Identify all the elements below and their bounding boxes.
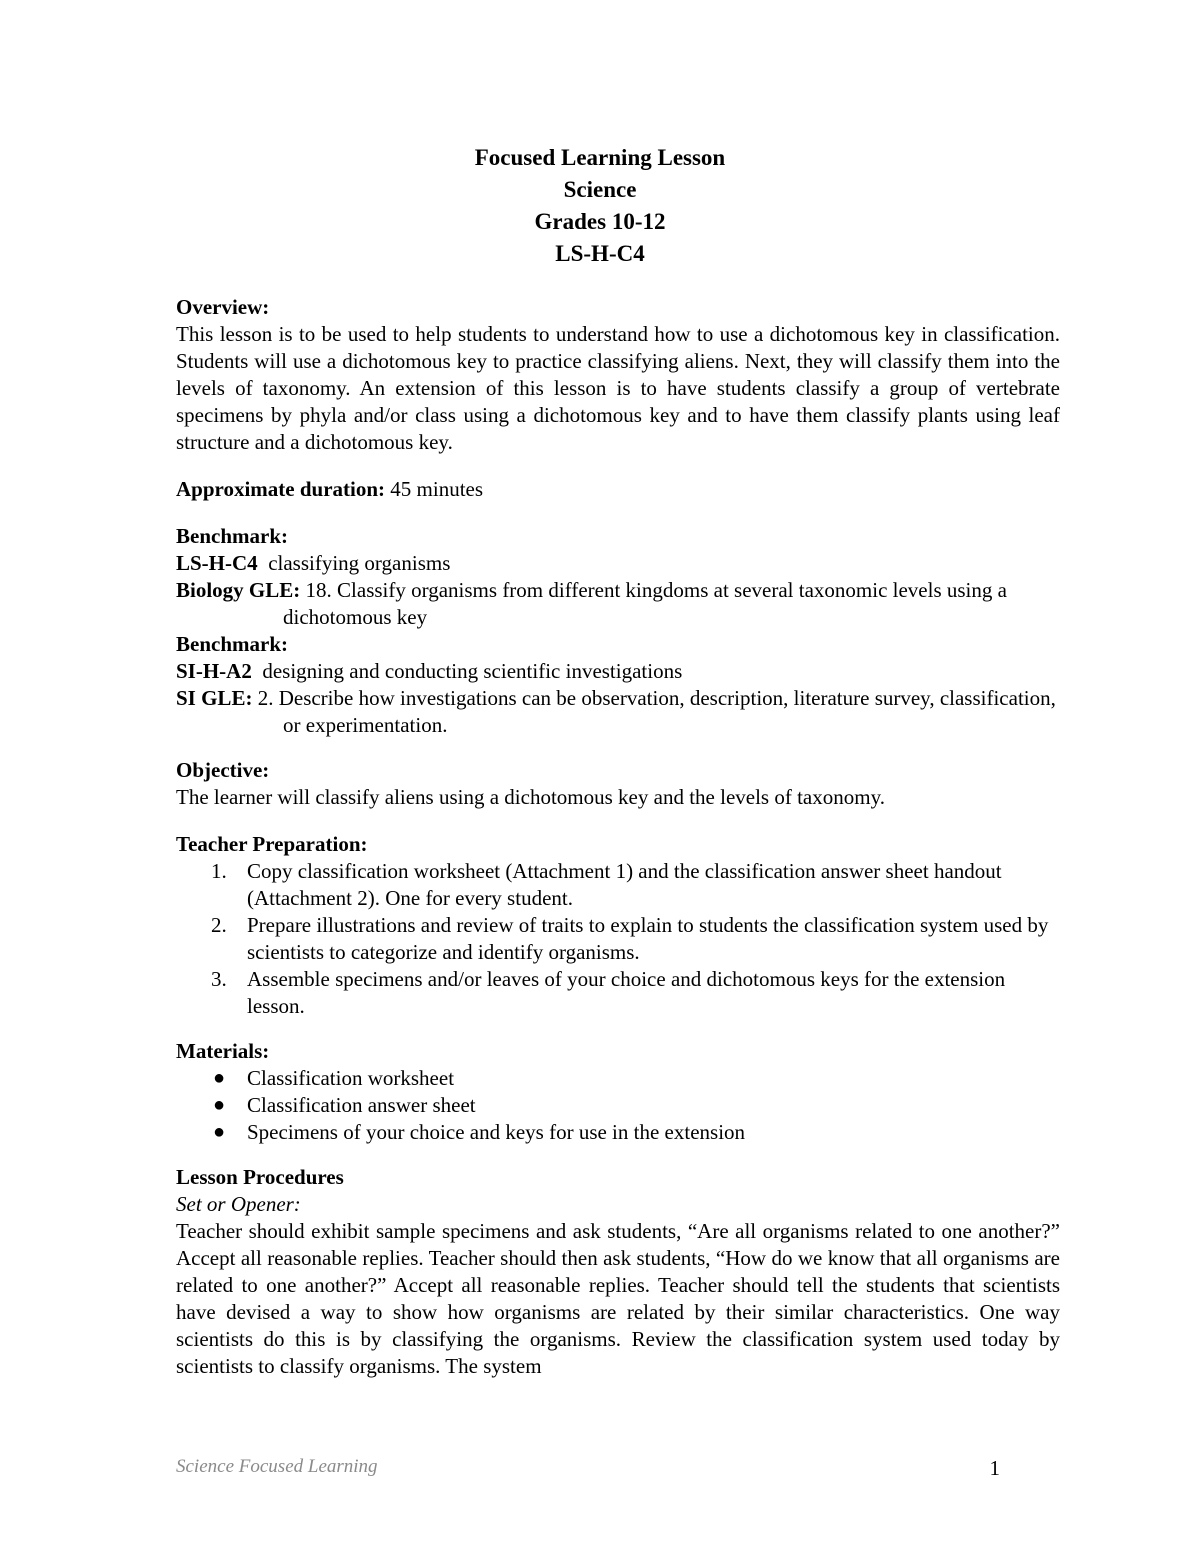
list-item-text: Assemble specimens and/or leaves of your choice and dichotomous keys for the extension lesson.	[247, 967, 1006, 1018]
list-item	[176, 1092, 1060, 1119]
list-item-text: Prepare illustrations and review of traits to explain to students the classification system used by scientists to categorize and identify organisms.	[247, 913, 1049, 964]
list-item-text: Classification worksheet	[247, 1066, 455, 1090]
duration-value: 45 minutes	[385, 477, 484, 501]
teacher-prep-list	[176, 858, 1060, 1020]
overview-heading: Overview:	[176, 295, 270, 319]
objective-text: The learner will classify aliens using a dichotomous key and the levels of taxonomy.	[176, 785, 885, 809]
list-item	[176, 1065, 1060, 1092]
overview-text: This lesson is to be used to help students to understand how to use a dichotomous key in classification. Students will use a dichotomous key to practice classifying aliens. Next, they will classify them into the levels of taxonomy. An extension of this lesson is to have students classify a group of vertebrate specimens by phyla and/or class using a dichotomous key and to have them classify plants using leaf structure and a dichotomous key.	[176, 322, 1060, 454]
bullet-icon: ●	[213, 1121, 226, 1143]
page-number: 1	[989, 1456, 1000, 1480]
document-title: Focused Learning Lesson	[474, 145, 726, 170]
list-item-number: 3.	[211, 967, 227, 991]
benchmark-code-line-2	[176, 658, 1060, 685]
benchmark-code-1: LS-H-C4	[176, 551, 258, 575]
document-body	[176, 294, 1060, 1380]
list-item	[176, 966, 1060, 1020]
materials-heading: Materials:	[176, 1039, 270, 1063]
list-item-text: Classification answer sheet	[247, 1093, 476, 1117]
list-item-text: Copy classification worksheet (Attachment 1) and the classification answer sheet handout (Attachment 2). One for every student.	[247, 859, 1002, 910]
procedures-text: Teacher should exhibit sample specimens and ask students, “Are all organisms related to one another?” Accept all reasonable replies. Teacher should then ask students, “How do we know that all organisms are related to one another?” Accept all reasonable replies. Teacher should tell the students that scientists have devised a way to show how organisms are related by their similar characteristics. One way scientists do this is by classifying the organisms. Review the classification system used today by scientists to classify organisms. The system	[176, 1219, 1060, 1378]
gle-label-1: Biology GLE:	[176, 578, 301, 602]
list-item	[176, 1119, 1060, 1146]
bullet-icon: ●	[213, 1094, 226, 1116]
materials-list	[176, 1065, 1060, 1146]
list-item-text: Specimens of your choice and keys for use in the extension	[247, 1120, 746, 1144]
gle-text-1: 18. Classify organisms from different kingdoms at several taxonomic levels using a dichotomous key	[283, 578, 1007, 629]
document-subject: Science	[563, 177, 637, 202]
title-block	[0, 142, 1200, 270]
list-item-number: 2.	[211, 913, 227, 937]
benchmark-code-text-1: classifying organisms	[257, 551, 451, 575]
document-code: LS-H-C4	[555, 241, 645, 266]
document-grades: Grades 10-12	[534, 209, 666, 234]
bullet-icon: ●	[213, 1067, 226, 1089]
benchmark-code-text-2: designing and conducting scientific investigations	[251, 659, 683, 683]
duration-line	[176, 476, 1060, 503]
list-item	[176, 912, 1060, 966]
gle-text-2: 2. Describe how investigations can be observation, description, literature survey, classification, or experimentation.	[252, 686, 1056, 737]
gle-label-2: SI GLE:	[176, 686, 253, 710]
procedures-subheading: Set or Opener:	[176, 1192, 301, 1216]
benchmark-heading-2: Benchmark:	[176, 632, 288, 656]
procedures-heading: Lesson Procedures	[176, 1165, 344, 1189]
list-item-number: 1.	[211, 859, 227, 883]
gle-line-2	[176, 685, 1060, 739]
teacher-prep-heading: Teacher Preparation:	[176, 832, 368, 856]
benchmark-code-line-1	[176, 550, 1060, 577]
duration-label: Approximate duration:	[176, 477, 386, 501]
objective-heading: Objective:	[176, 758, 270, 782]
gle-line-1	[176, 577, 1060, 631]
footer-text: Science Focused Learning	[176, 1456, 378, 1477]
list-item	[176, 858, 1060, 912]
benchmark-heading-1: Benchmark:	[176, 524, 288, 548]
page-footer	[176, 1456, 1000, 1478]
benchmark-code-2: SI-H-A2	[176, 659, 252, 683]
